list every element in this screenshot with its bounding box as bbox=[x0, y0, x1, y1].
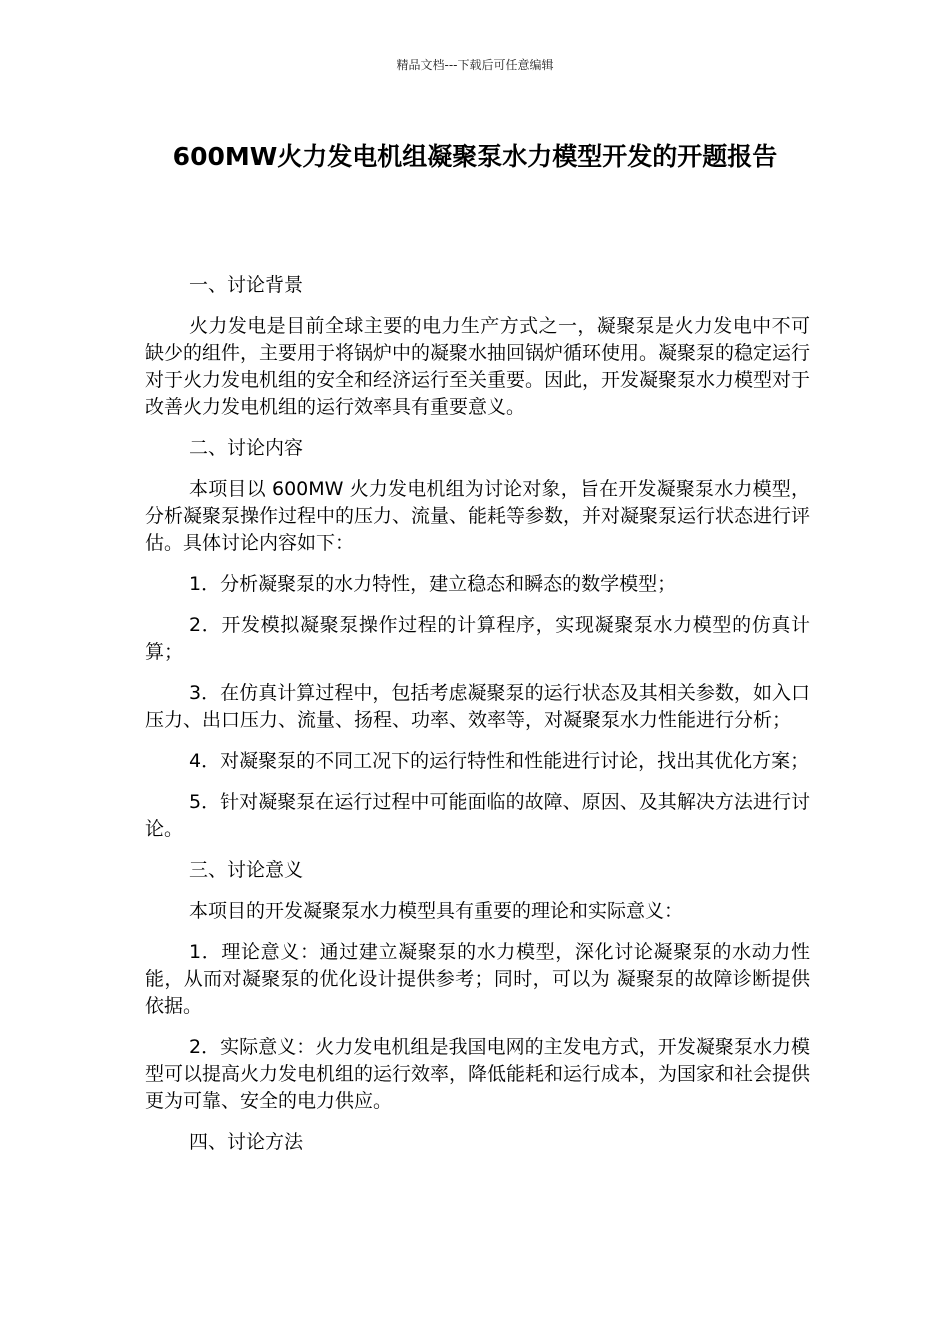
content-list-item-3: 3．在仿真计算过程中，包括考虑凝聚泵的运行状态及其相关参数，如入口压力、出口压力、流量、扬程、功率、效率等，对凝聚泵水力性能进行分析； bbox=[145, 682, 810, 731]
section-heading-significance: 三、讨论意义 bbox=[189, 859, 304, 881]
section-heading-background: 一、讨论背景 bbox=[189, 274, 304, 296]
section-heading-methods: 四、讨论方法 bbox=[189, 1131, 304, 1153]
document-body bbox=[145, 272, 810, 1170]
content-list-item-5: 5．针对凝聚泵在运行过程中可能面临的故障、原因、及其解决方法进行讨论。 bbox=[145, 791, 810, 840]
content-list-item-1: 1．分析凝聚泵的水力特性，建立稳态和瞬态的数学模型； bbox=[189, 573, 677, 595]
content-list-item-4: 4．对凝聚泵的不同工况下的运行特性和性能进行讨论，找出其优化方案； bbox=[189, 750, 810, 772]
significance-list-item-1: 1．理论意义：通过建立凝聚泵的水力模型，深化讨论凝聚泵的水动力性能，从而对凝聚泵的优化设计提供参考；同时，可以为 凝聚泵的故障诊断提供依据。 bbox=[145, 941, 810, 1017]
section-heading-content: 二、讨论内容 bbox=[189, 437, 304, 459]
content-list-item-2: 2．开发模拟凝聚泵操作过程的计算程序，实现凝聚泵水力模型的仿真计算； bbox=[145, 614, 810, 663]
significance-list-item-2: 2．实际意义：火力发电机组是我国电网的主发电方式，开发凝聚泵水力模型可以提高火力发电机组的运行效率，降低能耗和运行成本，为国家和社会提供更为可靠、安全的电力供应。 bbox=[145, 1036, 811, 1112]
background-paragraph: 火力发电是目前全球主要的电力生产方式之一，凝聚泵是火力发电中不可缺少的组件，主要用于将锅炉中的凝聚水抽回锅炉循环使用。凝聚泵的稳定运行对于火力发电机组的安全和经济运行至关重要。因此，开发凝聚泵水力模型对于改善火力发电机组的运行效率具有重要意义。 bbox=[145, 315, 811, 418]
header-note: 精品文档---下载后可任意编辑 bbox=[396, 58, 554, 72]
content-intro-paragraph: 本项目以 600MW 火力发电机组为讨论对象，旨在开发凝聚泵水力模型，分析凝聚泵操作过程中的压力、流量、能耗等参数，并对凝聚泵运行状态进行评估。具体讨论内容如下： bbox=[145, 478, 811, 554]
significance-intro-paragraph: 本项目的开发凝聚泵水力模型具有重要的理论和实际意义： bbox=[189, 900, 684, 922]
document-title: 600MW火力发电机组凝聚泵水力模型开发的开题报告 bbox=[172, 142, 778, 171]
